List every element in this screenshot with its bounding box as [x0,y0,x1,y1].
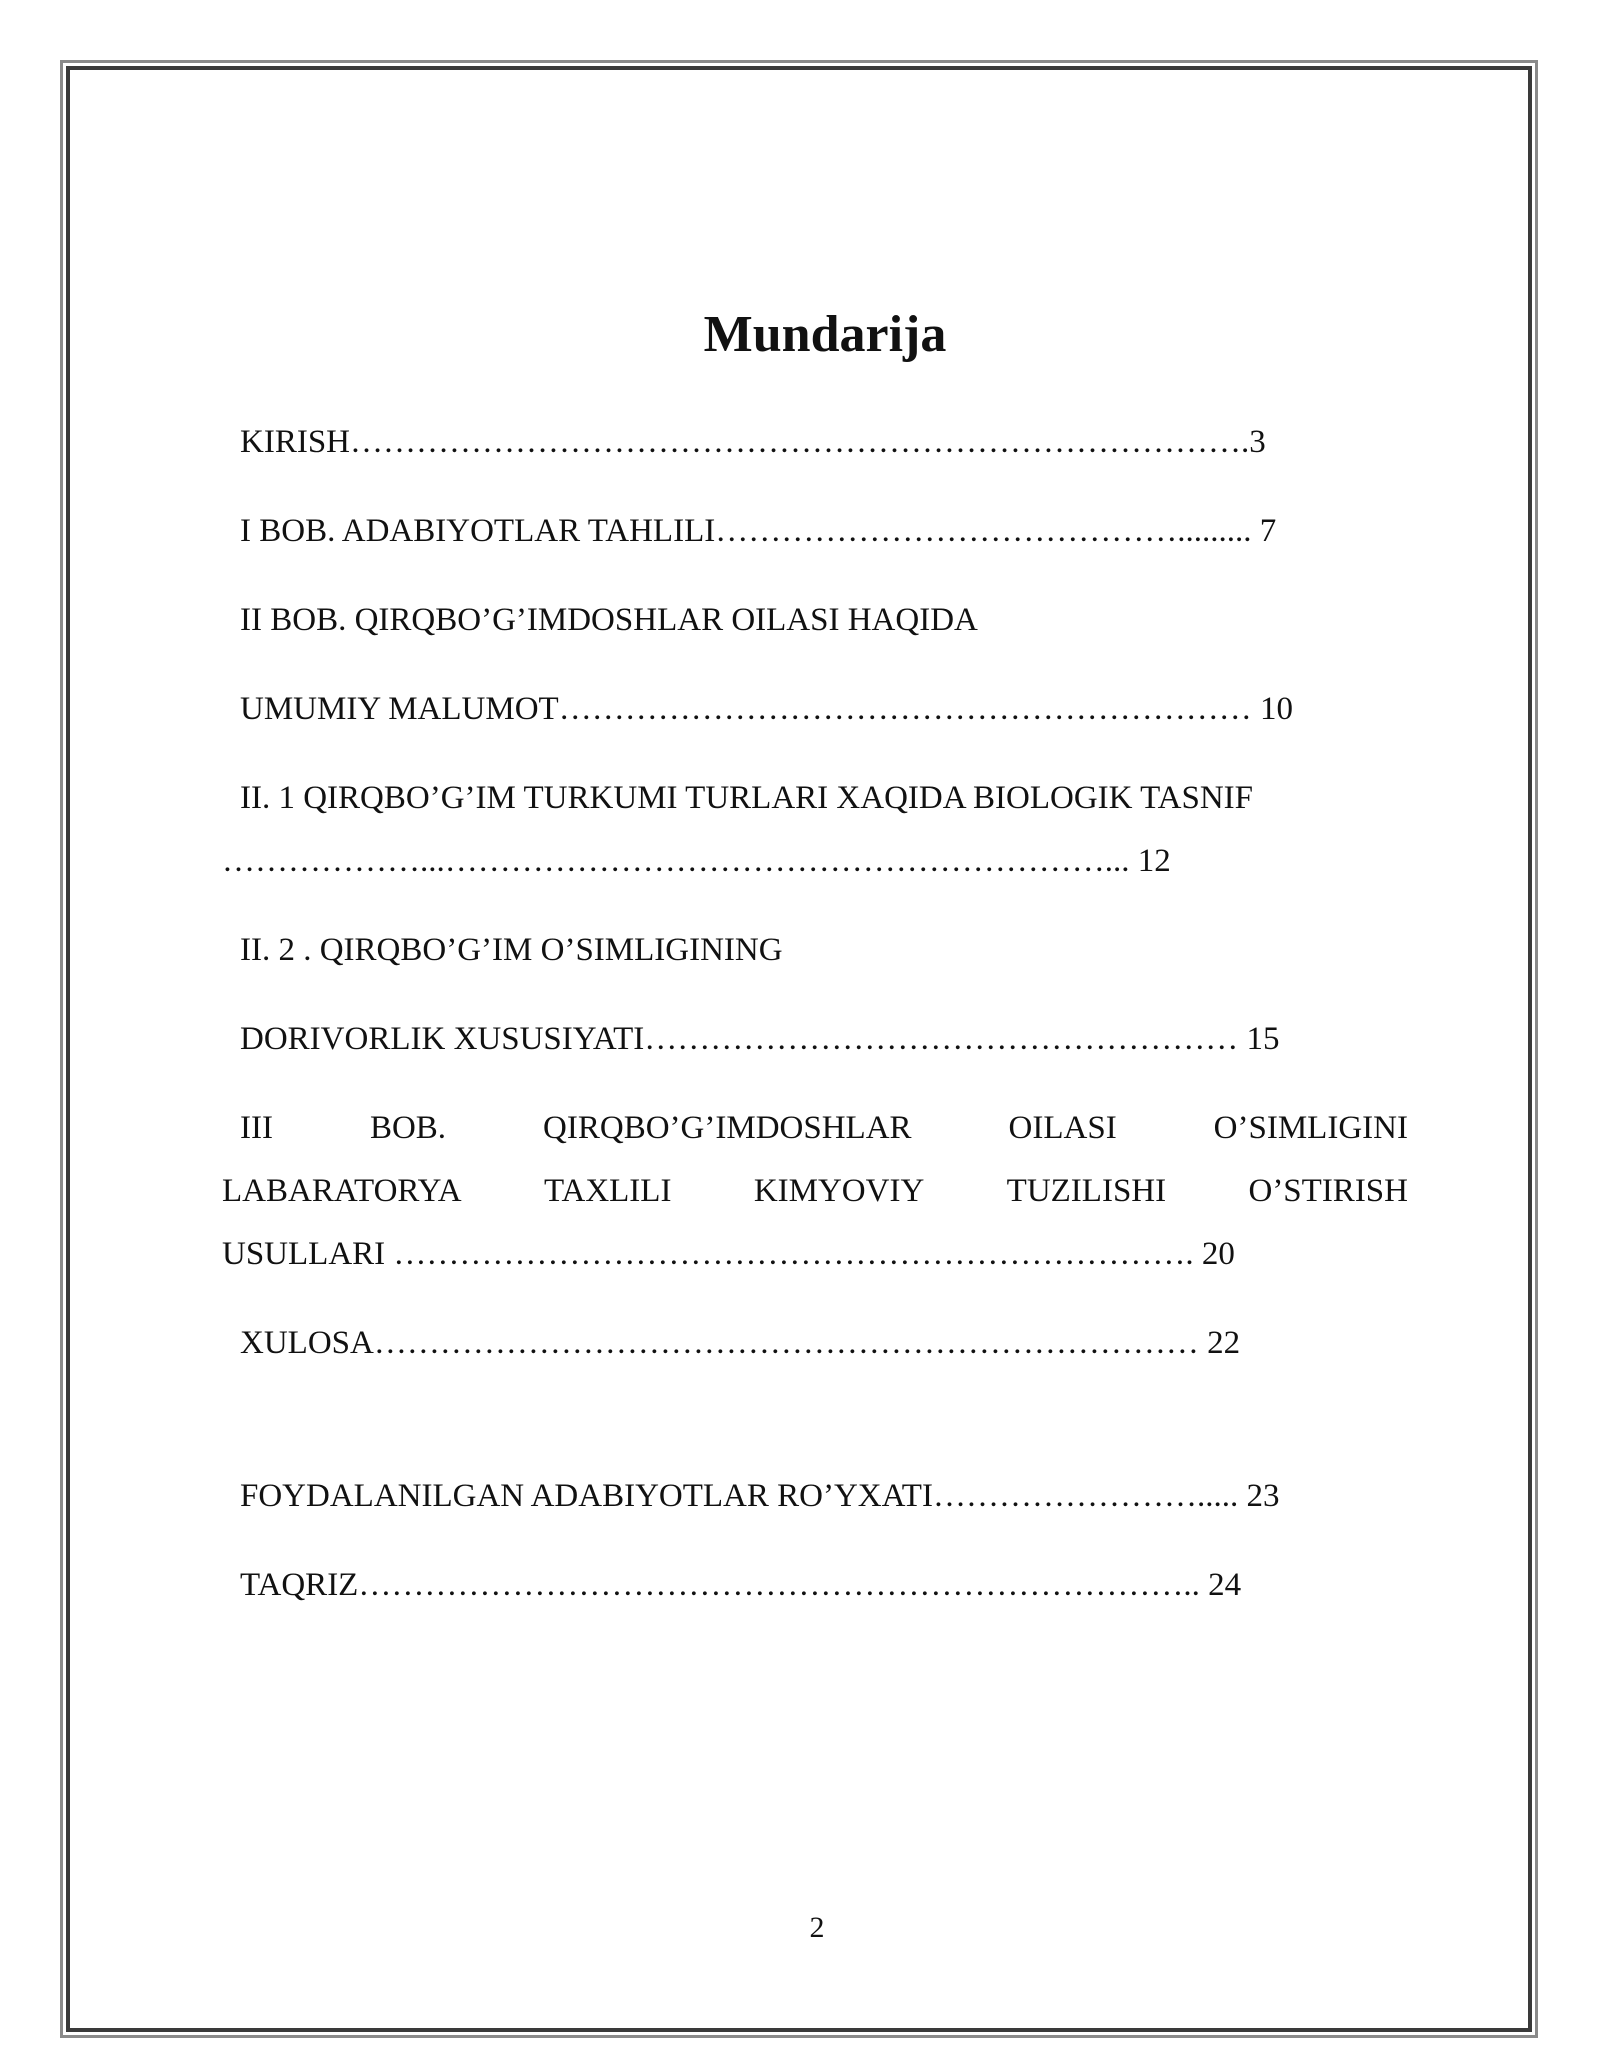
word: TAXLILI [543,1173,672,1209]
toc-entry-kirish: KIRISH……………………………………………………………………….3 [240,424,1266,460]
word: KIMYOVIY [753,1173,925,1209]
word: OILASI [1008,1110,1117,1146]
page-title: Mundarija [703,306,947,363]
toc-entry-references: FOYDALANILGAN ADABIYOTLAR RO’YXATI……………………..... 23 [240,1478,1280,1514]
toc-entry-bob3-line2 [222,1169,1408,1213]
word: QIRQBO’G’IMDOSHLAR [543,1110,912,1146]
word: O’STIRISH [1248,1173,1408,1209]
word: O’SIMLIGINI [1213,1110,1408,1146]
toc-entry-bob1: I BOB. ADABIYOTLAR TAHLILI……………………………………......... 7 [240,513,1277,549]
toc-entry-section21-line2: ………………...……………………………………………………... 12 [222,843,1171,879]
toc-entry-taqriz: TAQRIZ………………………………………………………………….. 24 [240,1567,1242,1603]
page-number: 2 [809,1911,825,1944]
toc-entry-xulosa: XULOSA………………………………………………………………… 22 [240,1325,1241,1361]
toc-entry-bob2-line1: II BOB. QIRQBO’G’IMDOSHLAR OILASI HAQIDA [240,602,978,638]
toc-entry-bob3-line3: USULLARI ………………………………………………………………. 20 [222,1236,1235,1272]
word: III [240,1110,273,1146]
word: BOB. [369,1110,447,1146]
toc-entry-section21-line1: II. 1 QIRQBO’G’IM TURKUMI TURLARI XAQIDA BIOLOGIK TASNIF [240,780,1253,816]
word: LABARATORYA [222,1173,462,1209]
toc-entry-section22-line2: DORIVORLIK XUSUSIYATI……………………………………………… 15 [240,1021,1280,1057]
toc-entry-bob2-line2: UMUMIY MALUMOT……………………………………………………… 10 [240,691,1293,727]
word: TUZILISHI [1006,1173,1167,1209]
toc-entry-section22-line1: II. 2 . QIRQBO’G’IM O’SIMLIGINING [240,932,783,968]
toc-entry-bob3-line1 [240,1106,1408,1150]
